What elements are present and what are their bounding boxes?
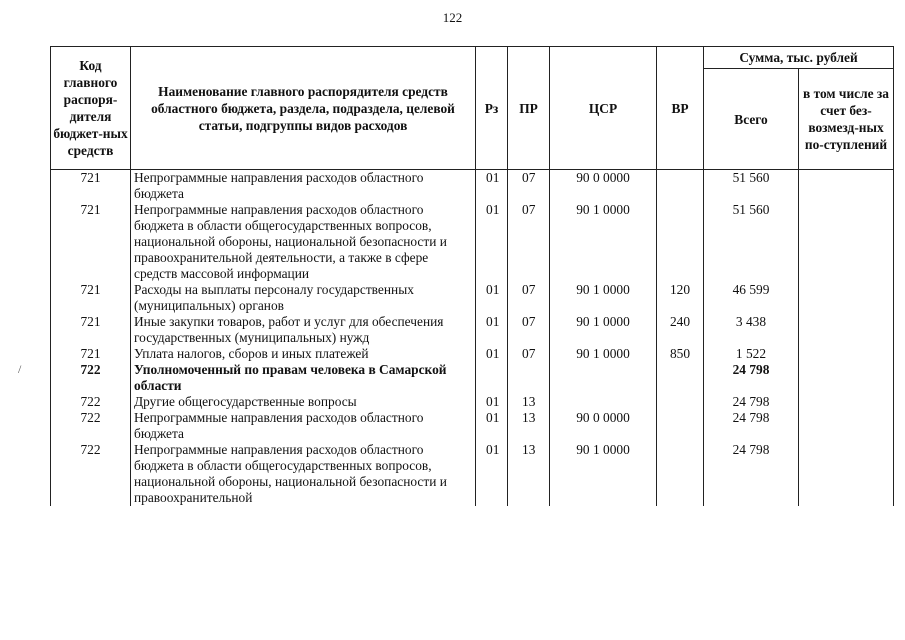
table-header (51, 47, 894, 170)
cell-rz: 01 (476, 202, 508, 282)
header-rz: Рз (476, 47, 508, 170)
cell-grants (799, 410, 894, 442)
cell-grants (799, 346, 894, 362)
cell-csr (550, 362, 657, 394)
cell-pr: 07 (508, 170, 550, 203)
cell-total: 24 798 (704, 410, 799, 442)
header-name: Наименование главного распорядителя средств областного бюджета, раздела, подраздела, целевой статьи, подгруппы видов расходов (131, 47, 476, 170)
cell-pr: 13 (508, 410, 550, 442)
cell-pr: 07 (508, 314, 550, 346)
cell-total: 3 438 (704, 314, 799, 346)
budget-table (50, 46, 894, 506)
cell-grants (799, 282, 894, 314)
cell-rz: 01 (476, 170, 508, 203)
table-row (51, 282, 894, 314)
cell-name: Непрограммные направления расходов областного бюджета в области общегосударственных вопросов, национальной обороны, национальной безопасности и правоохранительной деятельности, а также в сфере средств массовой информации (131, 202, 476, 282)
cell-rz: 01 (476, 410, 508, 442)
table-row (51, 410, 894, 442)
cell-total: 46 599 (704, 282, 799, 314)
table-row (51, 314, 894, 346)
cell-vr (657, 442, 704, 506)
cell-code: 722 (51, 442, 131, 506)
cell-grants (799, 314, 894, 346)
cell-total: 24 798 (704, 362, 799, 394)
cell-csr: 90 1 0000 (550, 346, 657, 362)
cell-vr: 240 (657, 314, 704, 346)
table-row (51, 394, 894, 410)
cell-pr: 07 (508, 202, 550, 282)
cell-total: 51 560 (704, 170, 799, 203)
table-row (51, 170, 894, 203)
cell-vr (657, 202, 704, 282)
cell-code: 721 (51, 282, 131, 314)
header-sum: Сумма, тыс. рублей (704, 47, 894, 69)
cell-pr: 13 (508, 394, 550, 410)
cell-rz: 01 (476, 314, 508, 346)
cell-total: 51 560 (704, 202, 799, 282)
header-csr: ЦСР (550, 47, 657, 170)
cell-csr: 90 0 0000 (550, 410, 657, 442)
table-row (51, 202, 894, 282)
cell-vr (657, 362, 704, 394)
header-vr: ВР (657, 47, 704, 170)
header-total: Всего (704, 69, 799, 170)
cell-name: Непрограммные направления расходов областного бюджета (131, 170, 476, 203)
cell-name: Расходы на выплаты персоналу государственных (муниципальных) органов (131, 282, 476, 314)
cell-pr: 07 (508, 346, 550, 362)
cell-name: Непрограммные направления расходов областного бюджета в области общегосударственных вопросов, национальной обороны, национальной безопасности и правоохранительной (131, 442, 476, 506)
cell-csr: 90 0 0000 (550, 170, 657, 203)
header-grants: в том числе за счет без-возмезд-ных по-ступлений (799, 69, 894, 170)
cell-pr (508, 362, 550, 394)
cell-vr: 120 (657, 282, 704, 314)
cell-pr: 07 (508, 282, 550, 314)
cell-pr: 13 (508, 442, 550, 506)
cell-rz: 01 (476, 394, 508, 410)
cell-code: 721 (51, 314, 131, 346)
header-pr: ПР (508, 47, 550, 170)
cell-vr (657, 394, 704, 410)
cell-name: Иные закупки товаров, работ и услуг для обеспечения государственных (муниципальных) нужд (131, 314, 476, 346)
cell-total: 24 798 (704, 442, 799, 506)
cell-code: 722 (51, 362, 131, 394)
cell-rz: 01 (476, 282, 508, 314)
cell-rz (476, 362, 508, 394)
cell-grants (799, 202, 894, 282)
cell-csr: 90 1 0000 (550, 314, 657, 346)
cell-rz: 01 (476, 346, 508, 362)
cell-code: 721 (51, 202, 131, 282)
cell-csr (550, 394, 657, 410)
cell-csr: 90 1 0000 (550, 202, 657, 282)
cell-code: 722 (51, 394, 131, 410)
cell-csr: 90 1 0000 (550, 442, 657, 506)
cell-vr: 850 (657, 346, 704, 362)
table-row (51, 362, 894, 394)
cell-grants (799, 170, 894, 203)
table-body (51, 170, 894, 507)
cell-name: Непрограммные направления расходов областного бюджета (131, 410, 476, 442)
cell-code: 721 (51, 170, 131, 203)
cell-name: Другие общегосударственные вопросы (131, 394, 476, 410)
header-code: Код главного распоря-дителя бюджет-ных средств (51, 47, 131, 170)
cell-code: 722 (51, 410, 131, 442)
cell-vr (657, 410, 704, 442)
cell-grants (799, 362, 894, 394)
cell-rz: 01 (476, 442, 508, 506)
scan-mark: / (18, 362, 22, 376)
cell-grants (799, 442, 894, 506)
cell-total: 24 798 (704, 394, 799, 410)
table-row (51, 442, 894, 506)
cell-total: 1 522 (704, 346, 799, 362)
cell-grants (799, 394, 894, 410)
cell-code: 721 (51, 346, 131, 362)
cell-name: Уплата налогов, сборов и иных платежей (131, 346, 476, 362)
cell-csr: 90 1 0000 (550, 282, 657, 314)
page-number: 122 (442, 10, 463, 25)
table-row (51, 346, 894, 362)
cell-vr (657, 170, 704, 203)
cell-name: Уполномоченный по правам человека в Самарской области (131, 362, 476, 394)
